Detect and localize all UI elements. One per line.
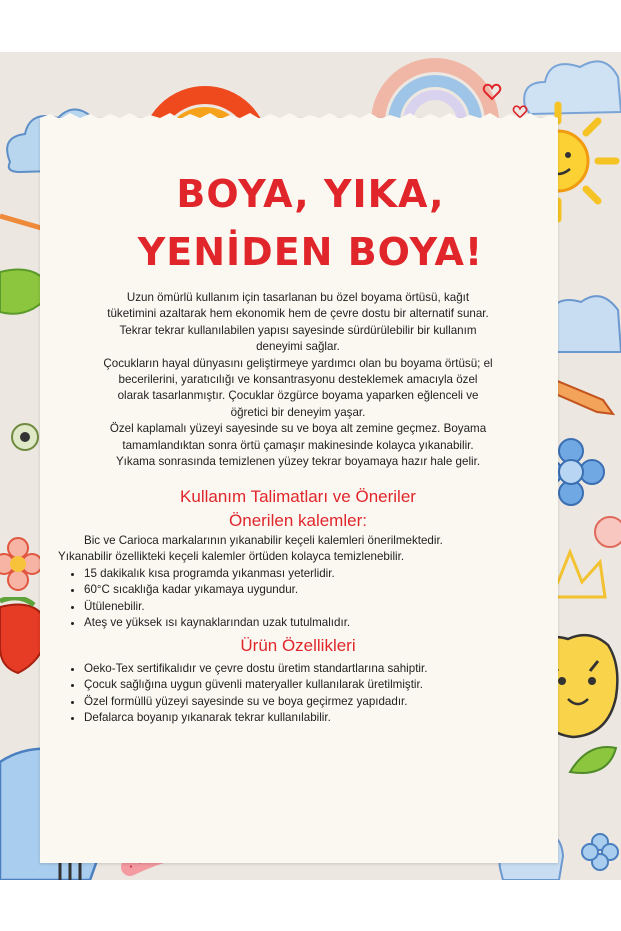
- intro-line: tamamlandıktan sonra örtü çamaşır makinesinde kolayca yıkanabilir.: [122, 438, 474, 452]
- intro-line: deneyimi sağlar.: [256, 340, 340, 354]
- usage-block: [58, 533, 552, 631]
- usage-list: [62, 566, 552, 632]
- list-item: • Ateş ve yüksek ısı kaynaklarından uzak tutulmalıdır.: [84, 615, 552, 631]
- intro-line: Uzun ömürlü kullanım için tasarlanan bu özel boyama örtüsü, kağıt: [126, 291, 470, 304]
- flower-icon: [0, 532, 44, 602]
- intro-paragraph: [52, 290, 544, 470]
- intro-line: Özel kaplamalı yüzeyi sayesinde su ve boya alt zemine geçmez. Boyama: [109, 422, 487, 436]
- page-title-line2: YENİDEN BOYA!: [137, 230, 484, 274]
- flower-icon: [580, 832, 620, 872]
- list-item: • Ütülenebilir.: [84, 599, 552, 615]
- eye-icon: [8, 420, 42, 454]
- list-item: • 15 dakikalık kısa programda yıkanması yeterlidir.: [84, 566, 552, 582]
- sheet-torn-edge: [40, 112, 558, 124]
- recommended-pens-heading: Önerilen kalemler:: [229, 511, 367, 530]
- list-item: • 60°C sıcaklığa kadar yıkamaya uygundur.: [84, 582, 552, 598]
- intro-line: Yıkama sonrasında temizlenen yüzey tekrar boyamaya hazır hale gelir.: [115, 455, 481, 469]
- list-item: • Oeko-Tex sertifikalıdır ve çevre dostu üretim standartlarına sahiptir.: [84, 661, 552, 677]
- intro-line: öğretici bir deneyim yaşar.: [230, 405, 366, 419]
- intro-line: tüketimini azaltarak hem ekonomik hem de çevre dostu bir alternatif sunar.: [107, 307, 489, 321]
- list-item: • Defalarca boyanıp yıkanarak tekrar kullanılabilir.: [84, 710, 552, 726]
- intro-line: Çocukların hayal dünyasını geliştirmeye yardımcı olan bu boyama örtüsü; el: [103, 356, 493, 370]
- features-block: [62, 661, 552, 727]
- features-list: [62, 661, 552, 727]
- usage-paragraph: Yıkanabilir özellikteki keçeli kalemler örtüden kolayca temizlenebilir.: [58, 550, 405, 564]
- intro-line: olarak tasarlanmıştır. Çocuklar özgürce boyama yaparken eğlenceli ve: [117, 389, 479, 403]
- leaf-icon: [568, 742, 618, 782]
- list-item: • Özel formüllü yüzeyi sayesinde su ve boya geçirmez yapıdadır.: [84, 694, 552, 710]
- intro-line: becerilerini, yaratıcılığı ve konsantrasyonu desteklemek amacıyla özel: [118, 373, 478, 387]
- usage-heading: Kullanım Talimatları ve Öneriler: [180, 487, 416, 506]
- page-title-line1: BOYA, YIKA,: [176, 172, 445, 216]
- usage-paragraph: Bic ve Carioca markalarının yıkanabilir keçeli kalemleri önerilmektedir.: [84, 534, 443, 547]
- pencil-icon: [555, 370, 621, 420]
- list-item: • Çocuk sağlığına uygun güvenli materyaller kullanılarak üretilmiştir.: [84, 677, 552, 693]
- features-heading: Ürün Özellikleri: [240, 636, 356, 655]
- intro-line: Tekrar tekrar kullanılabilen yapısı sayesinde sürdürülebilir bir kullanım: [119, 323, 477, 337]
